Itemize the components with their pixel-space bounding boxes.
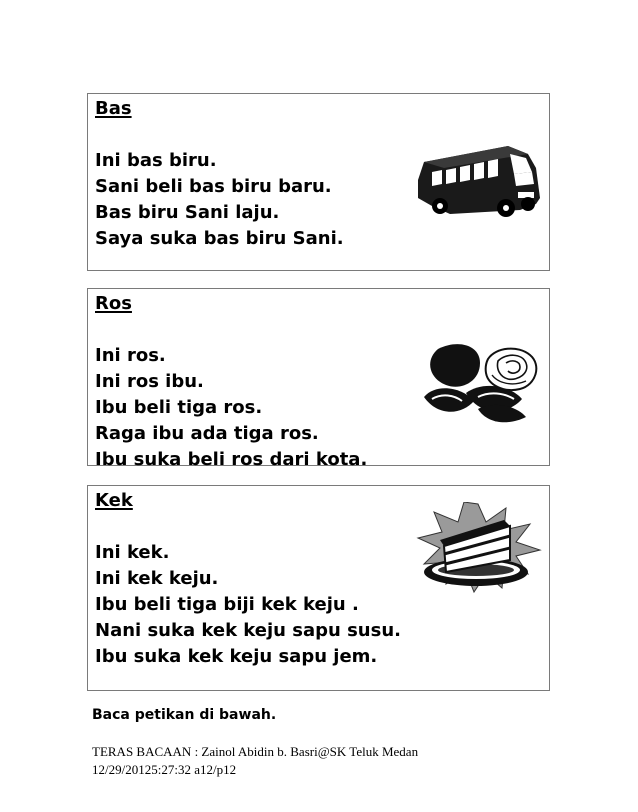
text-line: Saya suka bas biru Sani. bbox=[95, 228, 344, 249]
section-lines bbox=[95, 343, 367, 473]
text-line: Sani beli bas biru baru. bbox=[95, 176, 332, 197]
text-line: Ibu suka beli ros dari kota. bbox=[95, 449, 368, 470]
section-lines bbox=[95, 540, 401, 670]
text-line: Ini kek keju. bbox=[95, 568, 219, 589]
text-line: Ini bas biru. bbox=[95, 150, 217, 171]
text-line: Raga ibu ada tiga ros. bbox=[95, 423, 319, 444]
section-bas bbox=[87, 93, 550, 271]
section-title: Bas bbox=[95, 98, 132, 119]
text-line: Ini kek. bbox=[95, 542, 170, 563]
footer-line-1: TERAS BACAAN : Zainol Abidin b. Basri@SK Teluk Medan bbox=[92, 744, 419, 759]
instruction-text: Baca petikan di bawah. bbox=[92, 707, 277, 723]
section-title: Ros bbox=[95, 293, 132, 314]
text-line: Ini ros ibu. bbox=[95, 371, 204, 392]
bus-icon bbox=[410, 140, 544, 224]
section-title: Kek bbox=[95, 490, 133, 511]
cake-icon bbox=[414, 502, 542, 594]
section-ros bbox=[87, 288, 550, 470]
section-kek bbox=[87, 485, 550, 691]
rose-icon bbox=[418, 341, 542, 425]
text-line: Ibu beli tiga ros. bbox=[95, 397, 263, 418]
text-line: Nani suka kek keju sapu susu. bbox=[95, 620, 401, 641]
footer-line-2: 12/29/20125:27:32 a12/p12 bbox=[92, 762, 237, 777]
text-line: Bas biru Sani laju. bbox=[95, 202, 280, 223]
text-line: Ibu suka kek keju sapu jem. bbox=[95, 646, 378, 667]
section-lines bbox=[95, 148, 344, 252]
text-line: Ibu beli tiga biji kek keju . bbox=[95, 594, 359, 615]
text-line: Ini ros. bbox=[95, 345, 166, 366]
